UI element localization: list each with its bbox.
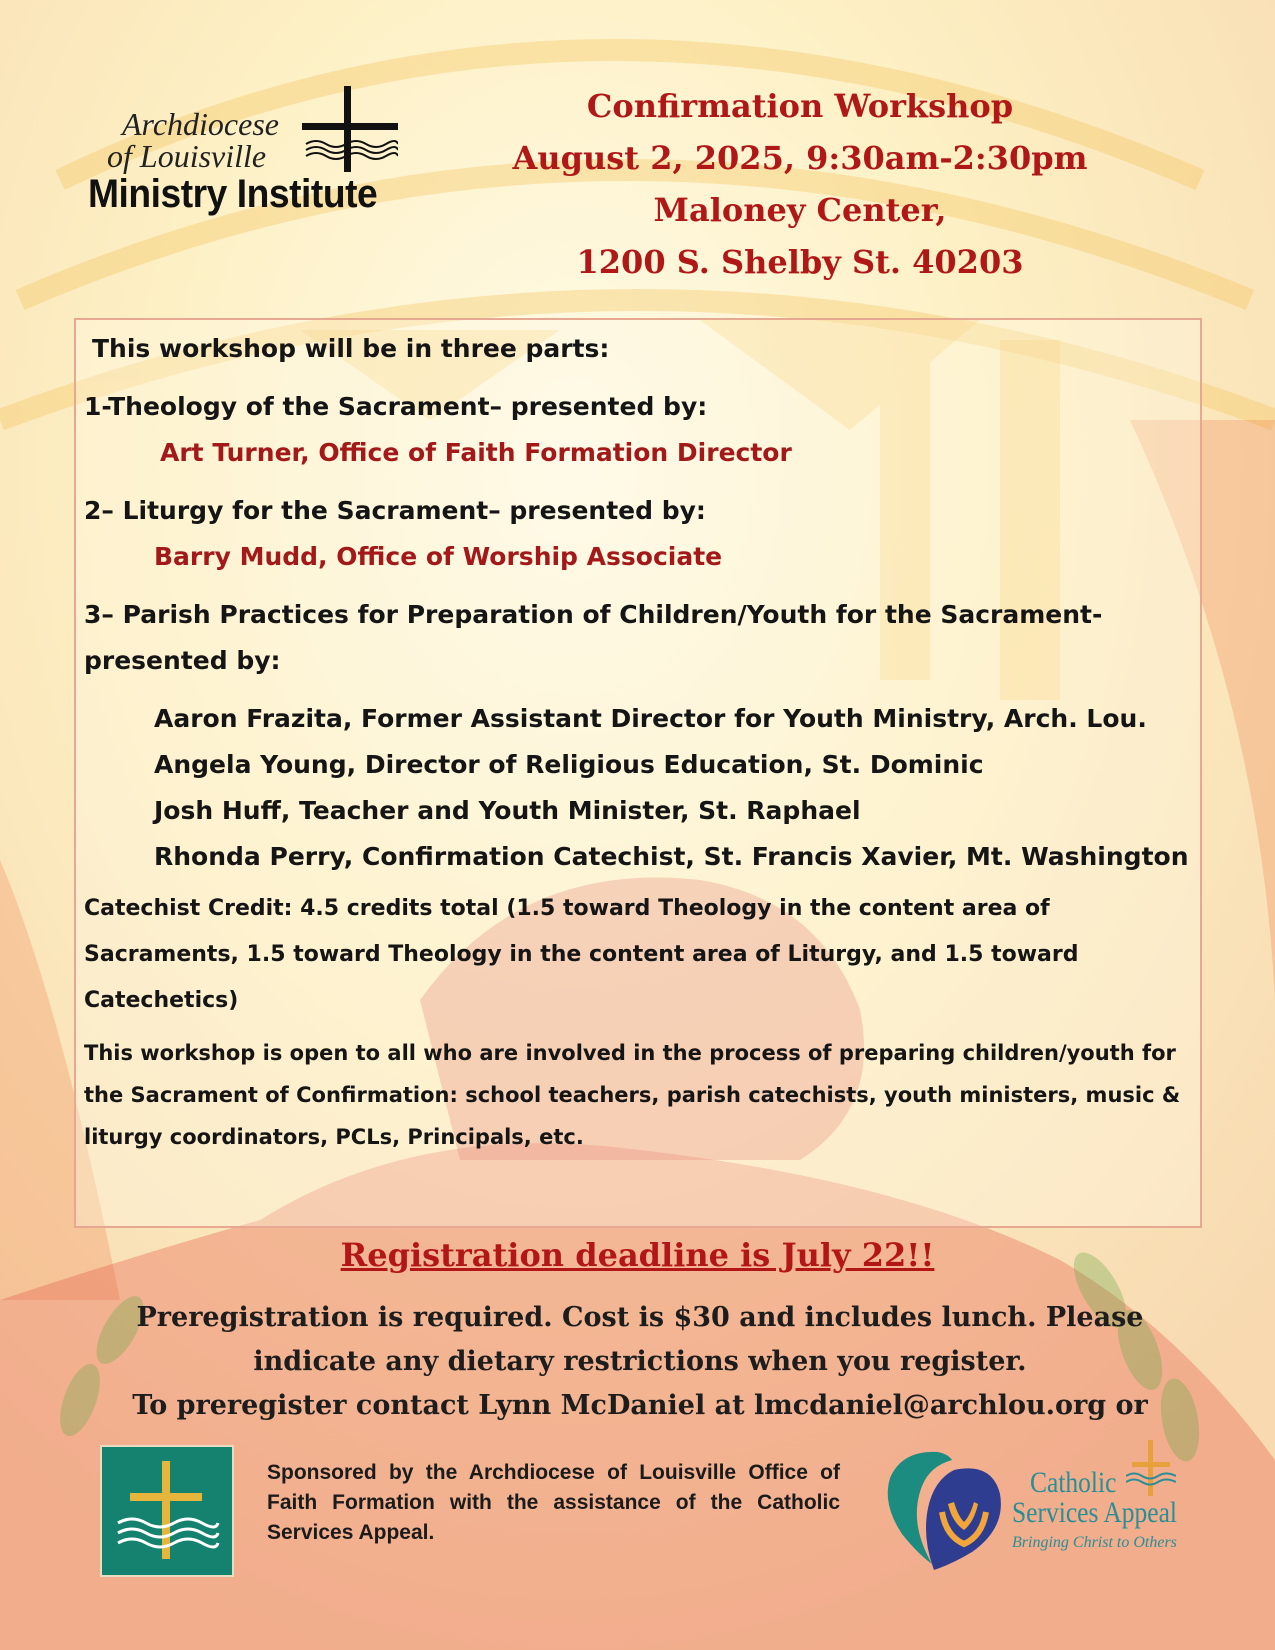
ministry-institute-logo: [80, 80, 440, 230]
cross-waves-icon: [302, 86, 398, 172]
part-3-title-line2: presented by:: [84, 646, 281, 675]
event-date: August 2, 2025, 9:30am-2:30pm: [512, 139, 1088, 177]
catechist-credit: Catechist Credit: 4.5 credits total (1.5 toward Theology in the content area of Sacraments, 1.5 toward Theology in the content area of Liturgy, and 1.5 toward Catechetics): [84, 896, 1079, 1013]
event-title: Confirmation Workshop: [586, 87, 1014, 125]
event-address: 1200 S. Shelby St. 40203: [576, 243, 1024, 281]
workshop-details-box: [74, 318, 1202, 1228]
sponsor-text: Sponsored by the Archdiocese of Louisville Office of Faith Formation with the assistance of the Catholic Services Appeal.: [267, 1461, 840, 1544]
part-2-presenter: Barry Mudd, Office of Worship Associate: [154, 542, 723, 571]
part-3-title-line1: 3– Parish Practices for Preparation of Children/Youth for the Sacrament-: [84, 600, 1103, 629]
cross-waves-icon: [102, 1447, 232, 1575]
registration-line-1: Preregistration is required. Cost is $30 and includes lunch. Please: [136, 1302, 1144, 1333]
catholic-services-appeal-logo: [882, 1442, 1182, 1572]
part-3-presenter-2: Angela Young, Director of Religious Education, St. Dominic: [154, 750, 984, 779]
logo-louisville-text: of Louisville: [107, 138, 267, 174]
part-3-presenter-3: Josh Huff, Teacher and Youth Minister, St. Raphael: [154, 796, 861, 825]
part-1-title: 1-Theology of the Sacrament– presented by:: [84, 392, 708, 421]
csa-tagline: Bringing Christ to Others: [1012, 1534, 1177, 1551]
logo-archdiocese-text: Archdiocese: [122, 106, 279, 142]
registration-line-3: To preregister contact Lynn McDaniel at lmcdaniel@archlou.org or: [132, 1390, 1148, 1421]
heart-hands-icon: [882, 1442, 1012, 1572]
logo-ministry-institute-text: Ministry Institute: [88, 172, 378, 216]
event-venue: Maloney Center,: [653, 191, 947, 229]
csa-name-line1: Catholic: [1030, 1466, 1117, 1499]
part-3-presenter-1: Aaron Frazita, Former Assistant Director for Youth Ministry, Arch. Lou.: [154, 704, 1147, 733]
registration-line-2: indicate any dietary restrictions when you register.: [253, 1346, 1027, 1377]
faith-formation-logo: [100, 1445, 234, 1577]
workshop-audience: This workshop is open to all who are involved in the process of preparing children/youth for the Sacrament of Confirmation: school teachers, parish catechists, youth ministers, music & liturgy coordinators, PCLs, Principals, etc.: [84, 1041, 1181, 1149]
part-2-title: 2– Liturgy for the Sacrament– presented by:: [84, 496, 706, 525]
part-3-presenter-4: Rhonda Perry, Confirmation Catechist, St. Francis Xavier, Mt. Washington: [154, 842, 1189, 871]
registration-details: [120, 1296, 1160, 1428]
part-1-presenter: Art Turner, Office of Faith Formation Director: [160, 438, 792, 467]
csa-name-line2: Services Appeal: [1012, 1496, 1177, 1529]
workshop-intro: This workshop will be in three parts:: [92, 334, 610, 363]
event-header: [480, 80, 1120, 288]
cross-waves-icon: [1126, 1440, 1176, 1496]
registration-deadline: Registration deadline is July 22!!: [340, 1236, 935, 1274]
